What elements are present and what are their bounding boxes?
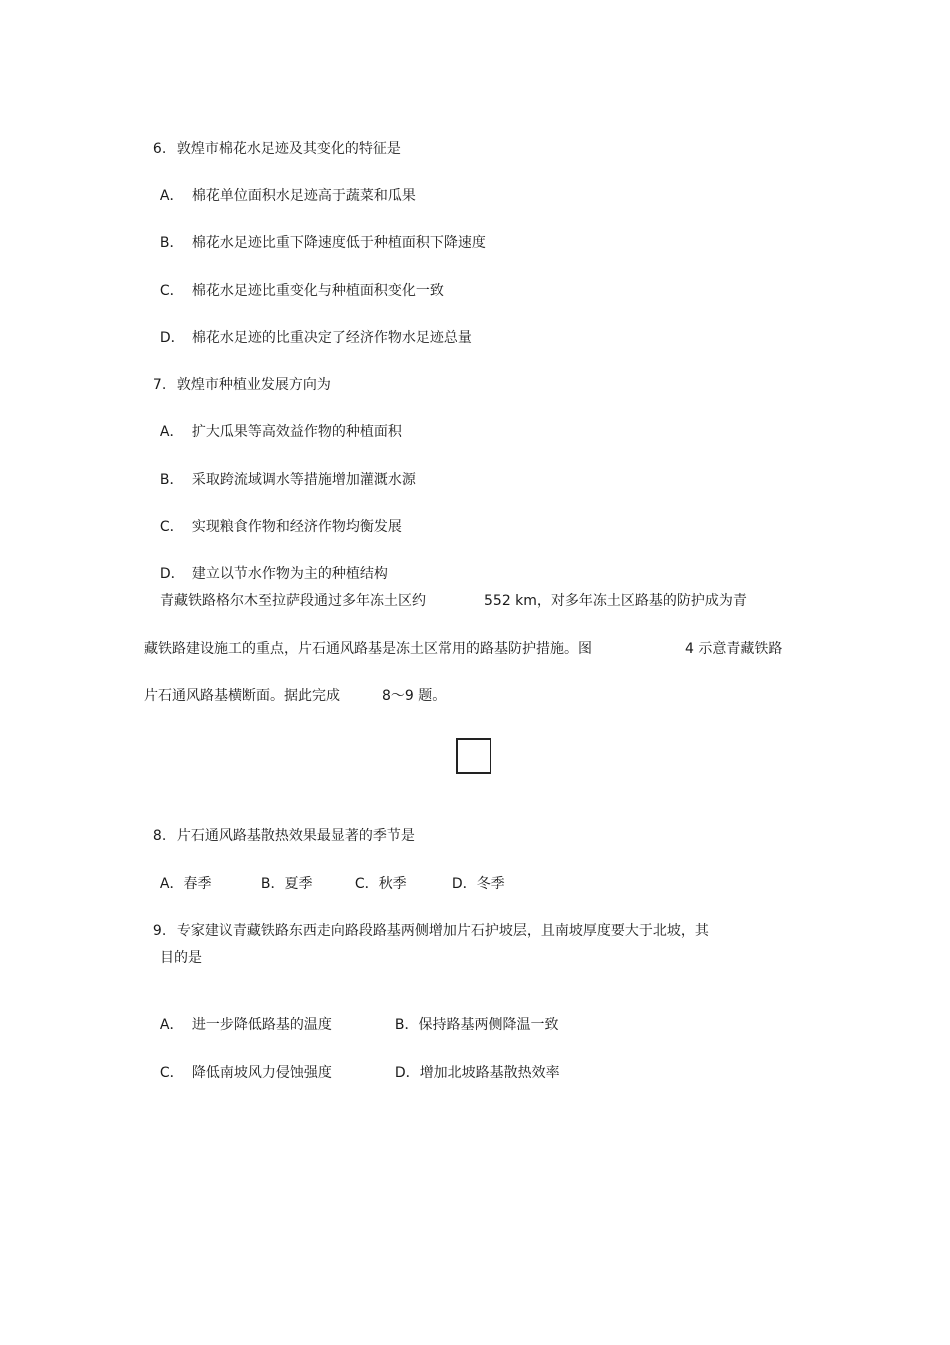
option-text: 秋季 bbox=[378, 876, 407, 892]
question-stem: 专家建议青藏铁路东西走向路段路基两侧增加片石护坡层，且南坡厚度要大于北坡，其 bbox=[176, 923, 709, 939]
q8-option-d bbox=[443, 854, 505, 894]
option-text: 建立以节水作物为主的种植结构 bbox=[191, 566, 388, 582]
option-text: 扩大瓜果等高效益作物的种植面积 bbox=[191, 424, 402, 440]
question-number: 6. bbox=[152, 141, 167, 157]
option-label: A． bbox=[159, 424, 184, 440]
question-9 bbox=[144, 901, 709, 941]
figure-placeholder bbox=[456, 738, 491, 774]
option-label: C． bbox=[159, 283, 184, 299]
question-stem-continued: 目的是 bbox=[160, 950, 202, 966]
question-number: 9. bbox=[152, 923, 167, 939]
q8-option-c bbox=[346, 854, 407, 894]
option-text: 春季 bbox=[183, 876, 212, 892]
option-label: B． bbox=[159, 235, 184, 251]
option-label: A． bbox=[159, 188, 184, 204]
option-label: C． bbox=[159, 519, 184, 535]
q7-option-b bbox=[151, 450, 416, 490]
q6-option-b bbox=[151, 213, 486, 253]
q9-option-a bbox=[151, 995, 332, 1035]
option-text: 采取跨流域调水等措施增加灌溉水源 bbox=[191, 472, 416, 488]
option-label: A． bbox=[159, 876, 184, 892]
option-label: D． bbox=[394, 1065, 420, 1081]
passage-line-3b: 8～9 题。 bbox=[382, 688, 447, 704]
passage-line-1a: 青藏铁路格尔木至拉萨段通过多年冻土区约 bbox=[160, 593, 426, 609]
option-label: D． bbox=[159, 330, 185, 346]
option-text: 增加北坡路基散热效率 bbox=[419, 1065, 560, 1081]
q7-option-c bbox=[151, 497, 402, 537]
question-8 bbox=[144, 806, 415, 846]
option-label: D． bbox=[451, 876, 477, 892]
passage-line-2a: 藏铁路建设施工的重点，片石通风路基是冻土区常用的路基防护措施。图 bbox=[144, 641, 592, 657]
question-stem: 敦煌市种植业发展方向为 bbox=[176, 377, 331, 393]
q9-option-b bbox=[386, 995, 559, 1035]
q8-option-b bbox=[252, 854, 313, 894]
option-text: 保持路基两侧降温一致 bbox=[418, 1017, 559, 1033]
option-text: 降低南坡风力侵蚀强度 bbox=[191, 1065, 332, 1081]
q9-option-c bbox=[151, 1043, 332, 1083]
question-stem: 敦煌市棉花水足迹及其变化的特征是 bbox=[176, 141, 401, 157]
passage-line-2b: 4 示意青藏铁路 bbox=[685, 641, 783, 657]
option-text: 冬季 bbox=[476, 876, 505, 892]
option-label: B． bbox=[394, 1017, 419, 1033]
question-number: 7. bbox=[152, 377, 167, 393]
option-text: 进一步降低路基的温度 bbox=[191, 1017, 332, 1033]
question-6 bbox=[144, 119, 401, 159]
q7-option-a bbox=[151, 402, 402, 442]
q9-option-d bbox=[386, 1043, 560, 1083]
option-label: A． bbox=[159, 1017, 184, 1033]
q6-option-c bbox=[151, 261, 444, 301]
question-number: 8. bbox=[152, 828, 167, 844]
question-7 bbox=[144, 355, 331, 395]
passage-line-1b: 552 km，对多年冻土区路基的防护成为青 bbox=[484, 593, 747, 609]
option-label: D． bbox=[159, 566, 185, 582]
option-text: 棉花单位面积水足迹高于蔬菜和瓜果 bbox=[191, 188, 416, 204]
q6-option-d bbox=[151, 308, 472, 348]
option-label: C． bbox=[159, 1065, 184, 1081]
option-label: B． bbox=[159, 472, 184, 488]
option-text: 夏季 bbox=[284, 876, 313, 892]
q8-option-a bbox=[151, 854, 211, 894]
question-stem: 片石通风路基散热效果最显著的季节是 bbox=[176, 828, 415, 844]
option-text: 棉花水足迹的比重决定了经济作物水足迹总量 bbox=[191, 330, 472, 346]
q6-option-a bbox=[151, 166, 416, 206]
q7-option-d bbox=[151, 544, 388, 584]
option-text: 棉花水足迹比重下降速度低于种植面积下降速度 bbox=[191, 235, 486, 251]
option-label: C． bbox=[354, 876, 379, 892]
option-label: B． bbox=[260, 876, 285, 892]
passage-line-3a: 片石通风路基横断面。据此完成 bbox=[144, 688, 340, 704]
option-text: 棉花水足迹比重变化与种植面积变化一致 bbox=[191, 283, 444, 299]
option-text: 实现粮食作物和经济作物均衡发展 bbox=[191, 519, 402, 535]
